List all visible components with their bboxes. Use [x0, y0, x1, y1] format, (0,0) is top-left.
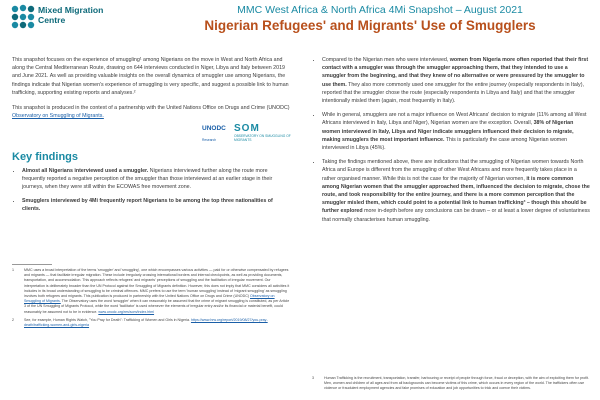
partnership-text: This snapshot is produced in the context of a partnership with the United Nations Office on Drugs and Crime (UNODC) — [12, 105, 290, 112]
som-logo-sub: OBSERVATORY ON SMUGGLING OF MIGRANTS — [234, 133, 291, 142]
key-finding-1-bold: Almost all Nigerians interviewed used a smuggler. — [22, 167, 149, 174]
key-findings-heading: Key findings — [12, 151, 79, 164]
footnote-2 — [12, 318, 290, 328]
finding-trafficking-a: Taking the findings mentioned above, there are indications that the smuggling of Nigerian women towards North Africa and Europe is different from the smuggling of other West Africans and more frequently takes place in a rather organised manner. While this is not the case for the majority of Nigerian women, — [322, 159, 584, 182]
page-title: Nigerian Refugees' and Migrants' Use of Smugglers — [204, 18, 536, 33]
key-finding-1-text: Nigerians interviewed further along the route more frequently reported a negative perception of the smuggler than those interviewed at an earlier stage in their journeys, when they were still within the ECOWAS free movement zone. — [22, 167, 273, 191]
footnotes — [12, 268, 290, 331]
key-finding-2 — [22, 197, 290, 213]
unodc-logo-sub: Research — [202, 138, 217, 143]
som-logo-mark: SOM — [234, 123, 260, 135]
footnote-1-number: 1 — [12, 268, 14, 272]
finding-women-contact-b: They also more commonly used one smuggler for the entire journey (especially respondents in Italy), reported that the smuggler chose the route (especially respondents in Libya and Italy) and that the smuggler intentionally misled them (again, most frequently in Italy). — [322, 81, 584, 105]
left-column — [12, 56, 290, 220]
finding-trafficking — [322, 158, 590, 224]
finding-influence-bold: 38% of Nigerian women interviewed in Italy, Libya and Niger indicate smugglers influenced their decision to migrate, making smugglers the most important influence. — [322, 120, 574, 143]
mmc-logo — [10, 4, 130, 38]
finding-women-contact-bold: women from Nigeria more often reported that their first contact with a smuggler was through the smuggler approaching them, that they intended to use a smuggler from the beginning, and that they knew of no alternative or were pressured by the smuggler to use them. — [322, 57, 589, 88]
footnote-2-url[interactable]: https://www.hrw.org/report/2019/08/27/you-pray-death/trafficking-women-and-girls-nigeria — [24, 317, 268, 328]
finding-influence-b: This is particularly the case among Nigerian women interviewed in Libya (45%). — [322, 136, 568, 152]
footnote-1-url[interactable]: www.unodc.org/res/som/index.html — [98, 309, 155, 314]
findings-list-continued — [312, 56, 590, 224]
right-column — [312, 56, 590, 230]
key-finding-2-bold: Smugglers interviewed by 4Mi frequently report Nigerians to be among the top three nationalities of clients. — [22, 198, 273, 213]
footnote-1-tail: The Observatory uses the word 'smuggler' when it can reasonably be assumed that the crime of migrant smuggling is constituted, as per Article 3 of the UN Smuggling of Migrants Protocol, while the word 'facilitator' is used whenever the elements of irregular entry and/or its financial or material benefit, could reasonably be assumed not to be in evidence. — [24, 299, 290, 314]
footnote-2-text: See, for example, Human Rights Watch, "You Pray for Death": Trafficking of Women and Girls in Nigeria. — [24, 317, 191, 322]
unodc-logo-mark: UNODC — [202, 125, 226, 133]
finding-women-contact — [322, 56, 590, 105]
finding-trafficking-bold: it is more common among Nigerian women that the smuggler approached them, influenced the decision to migrate, chose the route, and took responsibility for the entire journey, and there is a more common perception that the smuggler misled them, which could point to a potential link to human trafficking³ – though this should be further explored — [322, 175, 590, 215]
header-subtitle: MMC West Africa & North Africa 4Mi Snapshot – August 2021 — [237, 4, 523, 16]
footnote-1-body — [24, 268, 290, 315]
partnership-paragraph — [12, 104, 290, 120]
finding-trafficking-b: more in-depth before any conclusions can be drawn – or at least a lower degree of voluntariness that normally characterises human smuggling. — [322, 208, 590, 223]
footnote-3 — [312, 376, 590, 395]
partner-logos — [12, 125, 290, 147]
unodc-logo — [202, 125, 226, 147]
footnote-2-number: 2 — [12, 317, 14, 322]
footnote-divider — [12, 264, 52, 265]
footnote-1-text: MMC uses a broad interpretation of the terms 'smuggler' and 'smuggling', one which encompasses various activities — paid for or otherwise compensated by refugees and migrants — that facilitate irregular migration. These include irregularly crossing international borders and internal checkpoints, as well as providing documents, transportation, and accommodation. This approach reflects refugees' and migrants' perceptions of smuggling and the facilitation of irregular movement. Our interpretation is deliberately broader than the UN Protocol against the Smuggling of Migrants definition. However, this does not imply that MMC considers all activities it includes in its broad understanding of smuggling to be criminal offences. MMC prefers to use the term 'human smuggling' instead of 'migrant smuggling' as smuggling involves both refugees and migrants. This publication is produced in partnership with the United Nations Office on Drugs and Crime (UNODC) — [24, 268, 290, 299]
intro-paragraph: This snapshot focuses on the experience of smuggling¹ among Nigerians on the move in West and North Africa and along the Central Mediterranean Route, drawing on 644 interviews conducted in Niger, Libya and Italy between 2019 and June 2021. As well as providing valuable insights on the overall dynamics of smuggler use among Nigerians, the findings indicate that Nigerian women's experience of smuggling is very specific, and suggest a possible link to human trafficking, supporting existing reports and analyses.² — [12, 57, 289, 96]
footnote-3-number: 3 — [312, 376, 314, 380]
som-logo — [234, 125, 294, 147]
key-findings-list — [12, 167, 290, 214]
mmc-logo-icon — [10, 4, 36, 34]
key-finding-1 — [22, 167, 290, 192]
observatory-link[interactable]: Observatory on Smuggling of Migrants. — [12, 113, 104, 120]
footnote-3-text: Human Trafficking is the recruitment, transportation, transfer, harbouring or receipt of people through force, fraud or deception, with the aim of exploiting them for profit. Men, women and children of all ages and from all backgrounds can become victims of this crime, which occurs in every region of the world. The traffickers often use violence or fraudulent employment agencies and fake promises of education and job opportunities to trick and coerce their victims. — [324, 376, 590, 391]
footnote-1-link[interactable]: Observatory on Smuggling of Migrants. — [24, 294, 275, 304]
footnote-1 — [12, 268, 290, 315]
finding-influence — [322, 111, 590, 152]
footnote-2-body — [24, 318, 290, 328]
footnote-3-row — [312, 376, 590, 392]
mmc-logo-text: Mixed Migration Centre — [38, 5, 104, 25]
finding-women-contact-a: Compared to the Nigerian men who were interviewed, — [322, 57, 450, 63]
finding-influence-a: While in general, smugglers are not a major influence on West Africans' decision to migrate (11% among all West Africans interviewed in Italy, Libya and Niger), Nigerian women are the exception. Overall, — [322, 112, 587, 127]
